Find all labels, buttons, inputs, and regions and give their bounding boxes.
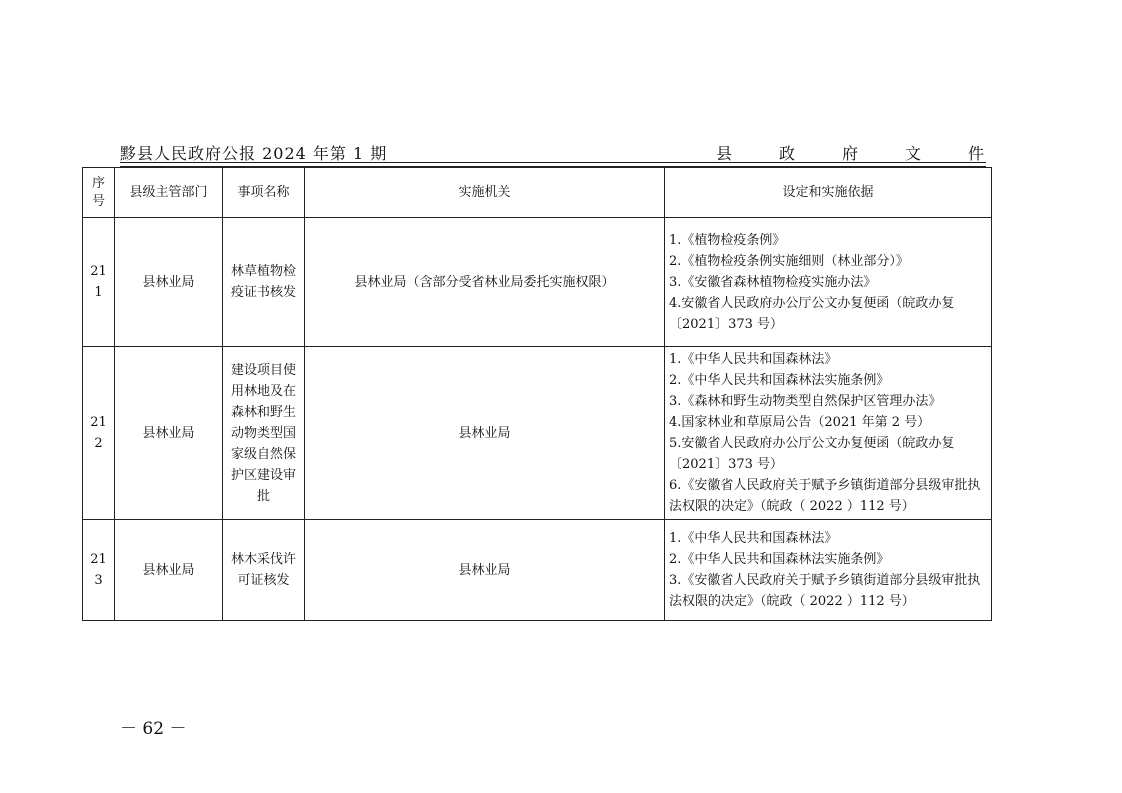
basis-line: 5.安徽省人民政府办公厅公文办复便函（皖政办复〔2021〕373 号） [669, 436, 955, 472]
row-dept: 县林业局 [115, 347, 223, 520]
section-title-char: 县 [716, 144, 733, 163]
basis-line: 2.《中华人民共和国森林法实施条例》 [669, 552, 890, 567]
row-dept: 县林业局 [115, 218, 223, 347]
row-agency: 县林业局 [305, 347, 665, 520]
page-number: － 62 － [120, 719, 187, 739]
row-basis [665, 520, 992, 621]
basis-line: 1.《植物检疫条例》 [669, 232, 786, 248]
row-basis [665, 347, 992, 520]
header-rule-thick [120, 162, 986, 163]
table-row [83, 218, 992, 347]
row-item-name: 林草植物检疫证书核发 [223, 218, 305, 347]
column-header-basis: 设定和实施依据 [665, 168, 992, 218]
basis-line: 1.《中华人民共和国森林法》 [669, 352, 838, 367]
table-row [83, 520, 992, 621]
row-dept: 县林业局 [115, 520, 223, 621]
row-item-name: 建设项目使用林地及在森林和野生动物类型国家级自然保护区建设审批 [223, 347, 305, 520]
column-header-seq: 序号 [83, 168, 115, 218]
basis-line: 2.《中华人民共和国森林法实施条例》 [669, 373, 890, 388]
basis-line: 6.《安徽省人民政府关于赋予乡镇街道部分县级审批执法权限的决定》（皖政（ 2022 ）112 号） [669, 478, 981, 514]
section-title-char: 政 [778, 144, 795, 163]
basis-line: 1.《中华人民共和国森林法》 [669, 531, 838, 546]
basis-line: 2.《植物检疫条例实施细则（林业部分）》 [669, 253, 909, 269]
row-seq: 213 [83, 520, 115, 621]
approval-items-table [82, 167, 992, 621]
row-basis [665, 218, 992, 347]
table-row [83, 347, 992, 520]
section-title-char: 件 [967, 144, 984, 163]
basis-line: 4.安徽省人民政府办公厅公文办复便函（皖政办复〔2021〕373 号） [669, 295, 955, 332]
section-title [716, 141, 984, 164]
basis-line: 3.《安徽省人民政府关于赋予乡镇街道部分县级审批执法权限的决定》（皖政（ 2022 ）112 号） [669, 573, 981, 609]
row-seq: 211 [83, 218, 115, 347]
row-seq: 212 [83, 347, 115, 520]
section-title-char: 府 [841, 144, 858, 163]
column-header-agency: 实施机关 [305, 168, 665, 218]
column-header-item: 事项名称 [223, 168, 305, 218]
row-agency: 县林业局（含部分受省林业局委托实施权限） [305, 218, 665, 347]
row-item-name: 林木采伐许可证核发 [223, 520, 305, 621]
column-header-dept: 县级主管部门 [115, 168, 223, 218]
row-agency: 县林业局 [305, 520, 665, 621]
section-title-char: 文 [904, 144, 921, 163]
basis-line: 3.《安徽省森林植物检疫实施办法》 [669, 274, 877, 290]
basis-line: 4.国家林业和草原局公告（2021 年第 2 号） [669, 415, 931, 430]
table-header-row [83, 168, 992, 218]
basis-line: 3.《森林和野生动物类型自然保护区管理办法》 [669, 394, 942, 409]
gazette-title: 黟县人民政府公报 2024 年第 1 期 [120, 144, 388, 163]
